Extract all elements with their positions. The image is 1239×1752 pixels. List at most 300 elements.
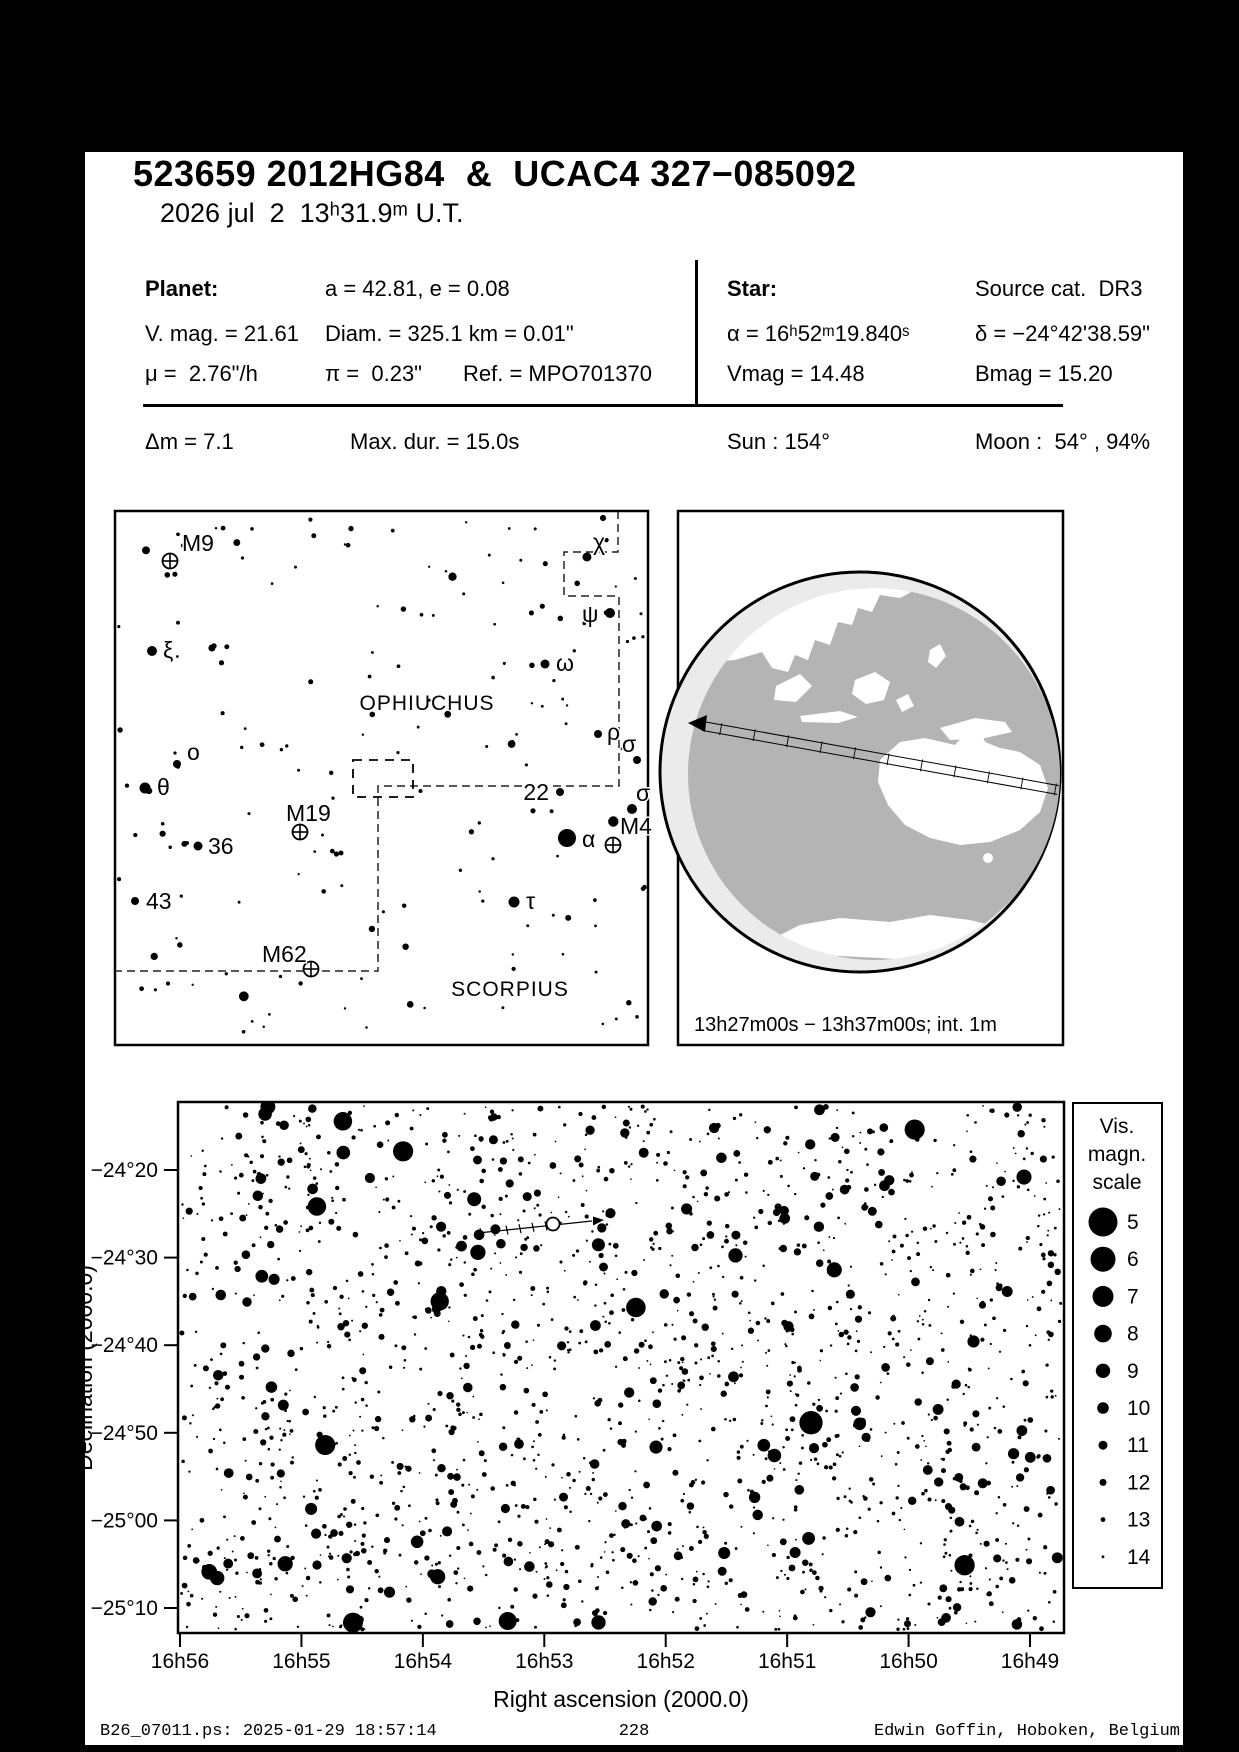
- field-star: [763, 1190, 765, 1192]
- field-star: [491, 1139, 494, 1142]
- field-star: [916, 1252, 920, 1256]
- field-star: [511, 740, 515, 744]
- field-star: [822, 1536, 825, 1539]
- field-star: [316, 1342, 318, 1344]
- field-star: [786, 1577, 789, 1580]
- field-star: [945, 1503, 952, 1510]
- field-star: [309, 1158, 311, 1160]
- field-star: [920, 1581, 922, 1583]
- field-star: [313, 850, 316, 853]
- field-star: [943, 1543, 946, 1546]
- field-star: [268, 1013, 271, 1016]
- field-star: [266, 1381, 278, 1393]
- field-star: [593, 898, 597, 902]
- field-star: [394, 1517, 397, 1520]
- field-star: [1005, 1543, 1007, 1545]
- field-star: [673, 1297, 680, 1304]
- field-star: [342, 1388, 345, 1391]
- field-star: [813, 1624, 815, 1626]
- field-star: [999, 1576, 1003, 1580]
- field-star: [995, 1269, 997, 1271]
- field-star: [965, 1485, 970, 1490]
- field-star: [401, 1345, 406, 1350]
- field-star: [907, 1256, 911, 1260]
- field-star: [397, 1200, 400, 1203]
- field-star: [1024, 1467, 1029, 1472]
- field-star: [1059, 1302, 1062, 1305]
- field-star: [529, 663, 535, 669]
- legend-mag-label: 8: [1127, 1322, 1139, 1346]
- field-star: [724, 1542, 727, 1545]
- field-star: [531, 1364, 533, 1366]
- field-star: [952, 1168, 956, 1172]
- field-star: [774, 1628, 777, 1631]
- field-star: [974, 1121, 977, 1124]
- field-star: [1039, 1626, 1044, 1631]
- field-star: [629, 1126, 631, 1128]
- field-star: [335, 1162, 340, 1167]
- sun-elongation: Sun : 154°: [727, 429, 830, 454]
- field-star: [680, 1357, 684, 1361]
- field-star: [1004, 1112, 1009, 1117]
- field-star: [385, 1177, 388, 1180]
- field-star: [737, 1456, 741, 1460]
- field-star: [707, 1220, 712, 1225]
- field-star: [743, 1240, 748, 1245]
- field-star: [203, 1365, 209, 1371]
- field-star: [1026, 1121, 1029, 1124]
- field-star: [285, 744, 288, 747]
- field-star: [316, 1136, 318, 1138]
- field-star: [441, 1614, 443, 1616]
- field-star: [960, 1320, 964, 1324]
- field-star: [544, 1562, 547, 1565]
- field-star: [251, 1179, 254, 1182]
- field-star: [804, 1215, 809, 1220]
- field-star: [351, 1320, 353, 1322]
- field-star: [627, 1553, 633, 1559]
- field-star: [489, 1117, 494, 1122]
- field-star: [371, 1263, 374, 1266]
- named-star: [558, 829, 576, 847]
- field-star: [598, 1496, 602, 1500]
- field-star: [211, 1219, 213, 1221]
- field-star: [904, 1620, 911, 1627]
- y-tick-label: −25°10: [90, 1597, 158, 1620]
- field-star: [618, 1421, 622, 1425]
- field-star: [731, 1231, 740, 1240]
- field-star: [471, 1272, 475, 1276]
- field-star: [561, 1549, 563, 1551]
- field-star: [204, 1165, 207, 1168]
- field-star: [976, 1587, 978, 1589]
- field-star: [358, 1129, 360, 1131]
- field-star: [596, 1169, 600, 1173]
- field-star: [526, 1367, 528, 1369]
- field-star: [464, 1113, 466, 1115]
- field-star: [630, 1108, 633, 1111]
- field-star: [253, 1429, 258, 1434]
- field-star: [1032, 1296, 1034, 1298]
- field-star: [551, 1318, 554, 1321]
- field-star: [757, 1439, 770, 1452]
- field-star: [825, 1410, 828, 1413]
- field-star: [845, 1372, 848, 1375]
- field-star: [420, 1573, 422, 1575]
- field-star: [363, 1521, 366, 1524]
- field-star: [789, 1374, 791, 1376]
- field-star: [367, 1560, 372, 1565]
- field-star: [405, 1466, 411, 1472]
- y-tick-label: −24°20: [90, 1159, 158, 1182]
- field-star: [467, 1192, 481, 1206]
- field-star: [930, 1266, 932, 1268]
- field-star: [200, 1518, 205, 1523]
- field-star: [534, 1626, 537, 1629]
- field-star: [514, 1410, 518, 1414]
- field-star: [825, 1192, 833, 1200]
- field-star: [1027, 1188, 1030, 1191]
- field-star: [1043, 1126, 1045, 1128]
- field-star: [790, 1390, 792, 1392]
- field-star: [370, 1474, 374, 1478]
- field-star: [447, 1231, 451, 1235]
- field-star: [530, 1286, 535, 1291]
- field-star: [1046, 1492, 1048, 1494]
- field-star: [457, 1511, 460, 1514]
- field-star: [423, 1007, 426, 1010]
- y-tick-label: −24°40: [90, 1334, 158, 1358]
- field-star: [1016, 1485, 1018, 1487]
- field-star: [906, 1617, 909, 1620]
- field-star: [182, 1583, 188, 1589]
- field-star: [418, 1282, 420, 1284]
- field-star: [377, 1391, 380, 1394]
- field-star: [589, 1462, 592, 1465]
- field-star: [200, 1261, 203, 1264]
- field-star: [651, 1521, 662, 1532]
- field-star: [651, 1589, 654, 1592]
- field-star: [969, 1575, 971, 1577]
- field-star: [604, 1551, 606, 1553]
- field-star: [677, 1382, 685, 1390]
- field-star: [1025, 1452, 1036, 1463]
- field-star: [1056, 1180, 1060, 1184]
- field-star: [219, 1170, 222, 1173]
- field-star: [1035, 1334, 1037, 1336]
- star-bmag: Bmag = 15.20: [975, 361, 1113, 386]
- field-star: [1017, 1185, 1020, 1188]
- field-star: [338, 1531, 343, 1536]
- field-star: [606, 1571, 610, 1575]
- field-star: [411, 1536, 424, 1549]
- field-star: [893, 1234, 897, 1238]
- field-star: [592, 1238, 605, 1251]
- field-star: [353, 1430, 355, 1432]
- field-star: [737, 1479, 742, 1484]
- field-star: [463, 1363, 469, 1369]
- field-star: [511, 967, 515, 971]
- field-star: [992, 1186, 994, 1188]
- field-star: [699, 1375, 704, 1380]
- field-star: [319, 1222, 321, 1224]
- field-star: [246, 1474, 253, 1481]
- field-star: [937, 1484, 939, 1486]
- field-star: [917, 1320, 919, 1322]
- field-star: [261, 1136, 264, 1139]
- field-star: [338, 1462, 342, 1466]
- field-star: [562, 1436, 566, 1440]
- field-star: [365, 1173, 375, 1183]
- field-star: [613, 1534, 615, 1536]
- field-star: [888, 1189, 895, 1196]
- field-star: [970, 1427, 974, 1431]
- field-star: [550, 809, 554, 813]
- field-star: [337, 1555, 339, 1557]
- field-star: [855, 1350, 858, 1353]
- field-star: [253, 1353, 260, 1360]
- field-star: [892, 1512, 896, 1516]
- field-star: [331, 1197, 333, 1199]
- field-star: [308, 518, 312, 522]
- field-star: [855, 1316, 862, 1323]
- field-star: [1045, 1182, 1047, 1184]
- field-star: [1044, 1429, 1047, 1432]
- field-star: [520, 1252, 523, 1255]
- field-star: [623, 1356, 628, 1361]
- field-star: [867, 1206, 869, 1208]
- field-star: [133, 833, 137, 837]
- companion-star: [173, 751, 176, 754]
- field-star: [877, 1520, 880, 1523]
- field-star: [715, 1603, 717, 1605]
- field-star: [557, 1341, 566, 1350]
- field-star: [440, 1175, 444, 1179]
- field-star: [608, 816, 618, 826]
- field-star: [303, 1123, 305, 1125]
- field-star: [707, 1356, 710, 1359]
- field-star: [307, 1163, 311, 1167]
- field-star: [608, 1418, 611, 1421]
- field-star: [265, 1428, 268, 1431]
- field-star: [217, 1546, 220, 1549]
- field-star: [473, 1156, 482, 1165]
- field-star: [566, 704, 568, 706]
- field-star: [448, 1263, 451, 1266]
- field-star: [809, 1562, 813, 1566]
- field-star: [966, 1623, 968, 1625]
- field-star: [681, 1578, 683, 1580]
- field-star: [708, 1109, 710, 1111]
- field-star: [909, 1569, 911, 1571]
- field-star: [456, 1469, 458, 1471]
- field-star: [861, 1578, 868, 1585]
- field-star: [1012, 1180, 1014, 1182]
- field-star: [572, 1254, 575, 1257]
- field-star: [658, 1567, 661, 1570]
- field-star: [373, 1125, 376, 1128]
- field-star: [953, 1477, 956, 1480]
- field-star: [693, 1318, 698, 1323]
- field-star: [653, 1118, 656, 1121]
- field-star: [139, 986, 144, 991]
- field-star: [365, 1404, 368, 1407]
- field-star: [246, 1214, 248, 1216]
- field-star: [329, 771, 333, 775]
- field-star: [533, 1459, 536, 1462]
- field-star: [579, 1471, 581, 1473]
- field-star: [365, 1381, 368, 1384]
- field-star: [348, 1339, 351, 1342]
- field-star: [260, 742, 265, 747]
- moon-elongation: Moon : 54° , 94%: [975, 429, 1151, 454]
- legend-mag-dot: [1100, 1479, 1107, 1486]
- field-star: [592, 1472, 594, 1474]
- field-star: [969, 1525, 972, 1528]
- field-star: [216, 1468, 219, 1471]
- field-star: [469, 829, 474, 834]
- field-star: [280, 1439, 282, 1441]
- field-star: [908, 1497, 916, 1505]
- field-star: [337, 1515, 341, 1519]
- x-tick-label: 16h55: [272, 1650, 331, 1673]
- field-star: [665, 1574, 667, 1576]
- field-star: [987, 1591, 992, 1596]
- field-star: [837, 1217, 840, 1220]
- field-star: [609, 1310, 614, 1315]
- field-star: [267, 1241, 274, 1248]
- field-star: [547, 1594, 550, 1597]
- field-star: [888, 1240, 890, 1242]
- field-star: [647, 1530, 650, 1533]
- field-star: [933, 1139, 936, 1142]
- field-star: [917, 1338, 920, 1341]
- field-star: [478, 1418, 480, 1420]
- field-star: [898, 1294, 900, 1296]
- field-star: [604, 1177, 609, 1182]
- field-star: [795, 1479, 797, 1481]
- field-star: [668, 1522, 672, 1526]
- x-tick-label: 16h49: [1000, 1650, 1060, 1673]
- globular-cluster-symbol: [163, 554, 178, 569]
- field-star: [595, 1608, 600, 1613]
- field-star: [954, 1222, 956, 1224]
- field-star: [602, 1210, 604, 1212]
- field-star: [965, 1556, 968, 1559]
- field-star: [1015, 1153, 1017, 1155]
- field-star: [514, 1558, 516, 1560]
- field-star: [847, 1295, 850, 1298]
- field-star: [298, 873, 300, 875]
- field-star: [612, 1559, 615, 1562]
- field-star: [289, 1433, 291, 1435]
- field-star: [998, 1284, 1003, 1289]
- field-star: [713, 1306, 718, 1311]
- field-star: [722, 1333, 724, 1335]
- field-star: [920, 1459, 922, 1461]
- field-star: [458, 1413, 462, 1417]
- field-star: [234, 1266, 240, 1272]
- field-star: [253, 1170, 257, 1174]
- field-star: [1054, 1269, 1060, 1275]
- legend-mag-label: 9: [1127, 1359, 1139, 1383]
- field-star: [463, 1235, 468, 1240]
- field-star: [329, 1624, 331, 1626]
- field-star: [885, 1432, 887, 1434]
- field-star: [344, 1007, 346, 1009]
- field-star: [339, 1295, 343, 1299]
- field-star: [707, 1133, 710, 1136]
- field-star: [220, 1397, 224, 1401]
- field-star: [941, 1468, 946, 1473]
- field-star: [538, 1213, 541, 1216]
- field-star: [213, 1613, 217, 1617]
- field-star: [634, 1470, 636, 1472]
- field-star: [300, 1142, 302, 1144]
- field-star: [343, 1507, 347, 1511]
- field-star: [646, 1360, 648, 1362]
- field-star: [992, 1316, 996, 1320]
- field-star: [967, 1215, 972, 1220]
- field-star: [895, 1463, 898, 1466]
- field-star: [1026, 1558, 1032, 1564]
- field-star: [880, 1605, 882, 1607]
- field-star: [560, 1172, 562, 1174]
- field-star: [572, 1179, 575, 1182]
- field-star: [448, 573, 456, 581]
- field-star: [581, 1203, 585, 1207]
- field-star: [630, 1603, 632, 1605]
- field-star: [500, 1262, 502, 1264]
- field-star: [308, 1104, 317, 1113]
- field-star: [817, 1462, 820, 1465]
- field-star: [953, 1144, 955, 1146]
- field-star: [859, 1445, 861, 1447]
- field-star: [410, 1215, 412, 1217]
- field-star: [182, 1415, 187, 1420]
- field-star: [810, 1459, 812, 1461]
- field-star: [221, 526, 226, 531]
- field-star: [315, 1435, 335, 1455]
- field-star: [346, 1280, 349, 1283]
- field-star: [700, 1243, 703, 1246]
- field-star: [394, 1505, 400, 1511]
- field-star: [941, 1499, 945, 1503]
- field-star: [539, 1410, 543, 1414]
- field-star: [286, 1279, 288, 1281]
- field-star: [277, 1230, 279, 1232]
- field-star: [689, 1546, 694, 1551]
- legend-mag-label: 12: [1127, 1471, 1151, 1495]
- field-star: [279, 1428, 281, 1430]
- field-star: [220, 1342, 226, 1348]
- field-star: [711, 1346, 717, 1352]
- field-star: [722, 1276, 724, 1278]
- field-star: [754, 1226, 758, 1230]
- field-star: [511, 1109, 513, 1111]
- field-star: [800, 1590, 805, 1595]
- field-star: [881, 1363, 890, 1372]
- field-star: [290, 1429, 294, 1433]
- field-star: [510, 1133, 513, 1136]
- field-star: [517, 1356, 522, 1361]
- field-star: [658, 1388, 662, 1392]
- field-star: [857, 1340, 860, 1343]
- field-star: [542, 1391, 548, 1397]
- field-star: [342, 1198, 346, 1202]
- field-star: [347, 1576, 350, 1579]
- field-star: [949, 1607, 952, 1610]
